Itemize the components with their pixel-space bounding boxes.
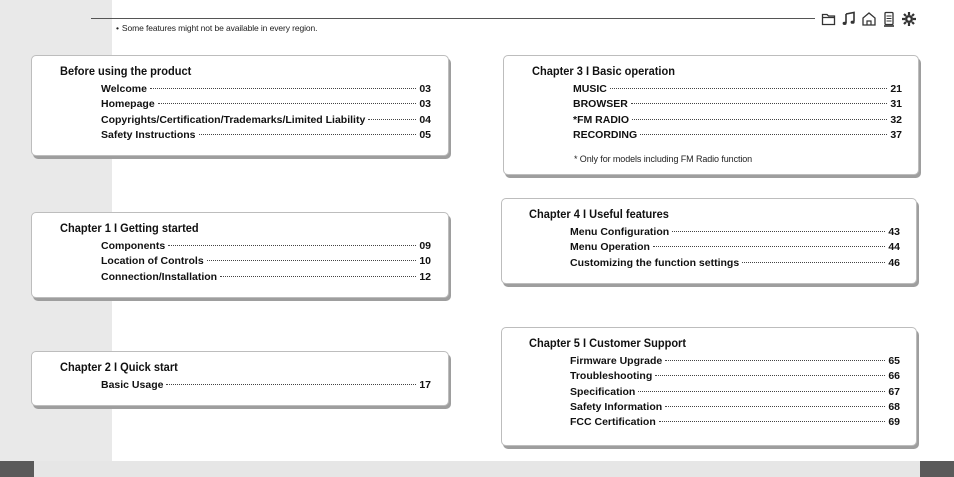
toc-page-number: 32 <box>890 113 902 126</box>
toc-entry-label: Basic Usage <box>101 379 164 391</box>
toc-entry-label: Connection/Installation <box>101 270 218 283</box>
region-note <box>116 23 317 33</box>
section-title: Before using the product <box>60 64 192 78</box>
toc-page-number: 05 <box>419 128 431 141</box>
toc-entry-label: *FM RADIO <box>573 113 629 126</box>
dot-leader <box>158 103 416 104</box>
toc-list <box>570 226 900 272</box>
toc-list <box>570 355 900 431</box>
toc-entry-label: Specification <box>570 385 636 398</box>
toc-entry[interactable] <box>570 257 900 272</box>
section-title: Chapter 3 I Basic operation <box>532 64 675 78</box>
toc-page-number: 10 <box>419 255 431 268</box>
toc-entry-label: Components <box>101 240 166 252</box>
toc-entry-label: Firmware Upgrade <box>570 355 663 367</box>
toc-entry-label: MUSIC <box>573 83 607 95</box>
bottom-margin-band <box>0 461 954 477</box>
toc-entry[interactable] <box>101 271 431 286</box>
toc-entry[interactable] <box>101 255 431 270</box>
toc-entry-label: BROWSER <box>573 98 628 111</box>
toc-page-number: 03 <box>419 83 431 95</box>
toc-entry[interactable] <box>101 98 431 113</box>
section-title: Chapter 5 I Customer Support <box>529 336 687 350</box>
note-bullet: • <box>116 23 119 33</box>
toc-page-number: 12 <box>419 270 431 283</box>
card-chapter-4 <box>501 198 917 284</box>
toc-list <box>101 379 431 394</box>
toc-entry[interactable] <box>570 226 900 241</box>
card-chapter-5 <box>501 327 917 446</box>
music-note-icon[interactable] <box>840 10 857 27</box>
toc-entry-label: Troubleshooting <box>570 370 653 383</box>
toc-page-number: 31 <box>890 98 902 111</box>
dot-leader <box>655 375 885 376</box>
card-chapter-3 <box>503 55 919 175</box>
toc-entry-label: Welcome <box>101 83 147 95</box>
toc-entry[interactable] <box>570 355 900 370</box>
dot-leader <box>220 276 416 277</box>
card-before-using <box>31 55 449 156</box>
section-title: Chapter 4 I Useful features <box>529 207 669 221</box>
dot-leader <box>631 103 887 104</box>
dot-leader <box>610 88 887 89</box>
toc-entry[interactable] <box>570 370 900 385</box>
toc-entry[interactable] <box>101 114 431 129</box>
dot-leader <box>742 262 885 263</box>
region-note-text: Some features might not be available in every region. <box>121 23 318 33</box>
toc-entry[interactable] <box>101 379 431 394</box>
toc-entry[interactable] <box>570 416 900 431</box>
dot-leader <box>665 406 885 407</box>
toc-page-number: 44 <box>888 241 900 254</box>
toc-page-number: 66 <box>888 370 900 383</box>
toc-page-number: 67 <box>888 385 900 398</box>
header-rule <box>91 18 815 19</box>
toc-page-number: 65 <box>888 355 900 367</box>
toc-page-number: 09 <box>419 240 431 252</box>
toc-page-number: 21 <box>890 83 902 95</box>
dot-leader <box>207 260 416 261</box>
toc-page-number: 04 <box>419 113 431 126</box>
toc-entry[interactable] <box>570 386 900 401</box>
toc-entry[interactable] <box>570 241 900 256</box>
dot-leader <box>166 384 416 385</box>
toc-entry-label: FCC Certification <box>570 416 656 429</box>
gear-icon[interactable] <box>900 10 917 27</box>
dot-leader <box>653 246 885 247</box>
dot-leader <box>368 119 416 120</box>
dot-leader <box>632 119 887 120</box>
fm-radio-footnote: * Only for models including FM Radio function <box>574 154 753 164</box>
toc-entry[interactable] <box>101 83 431 98</box>
card-chapter-2 <box>31 351 449 406</box>
toc-page-number: 03 <box>419 98 431 111</box>
dot-leader <box>659 421 885 422</box>
toc-entry-label: Safety Information <box>570 400 663 413</box>
card-chapter-1 <box>31 212 449 298</box>
toc-list <box>101 83 431 144</box>
toc-entry[interactable] <box>573 83 902 98</box>
toc-page-number: 17 <box>419 379 431 391</box>
header-icon-bar <box>820 10 917 27</box>
dot-leader <box>168 245 416 246</box>
toc-entry[interactable] <box>573 114 902 129</box>
dot-leader <box>638 391 885 392</box>
dot-leader <box>150 88 416 89</box>
dot-leader <box>672 231 885 232</box>
toc-list <box>101 240 431 286</box>
dot-leader <box>640 134 887 135</box>
dot-leader <box>199 134 416 135</box>
toc-entry[interactable] <box>101 129 431 144</box>
toc-page-number: 68 <box>888 400 900 413</box>
toc-entry[interactable] <box>570 401 900 416</box>
folder-icon[interactable] <box>820 10 837 27</box>
toc-entry-label: Safety Instructions <box>101 128 196 141</box>
toc-list <box>573 83 902 144</box>
toc-page-number: 46 <box>888 256 900 269</box>
toc-page-number: 43 <box>888 226 900 238</box>
home-icon[interactable] <box>860 10 877 27</box>
toc-entry[interactable] <box>573 129 902 144</box>
toc-entry[interactable] <box>101 240 431 255</box>
toc-entry-label: Menu Configuration <box>570 226 670 238</box>
toc-page-number: 37 <box>890 128 902 141</box>
dot-leader <box>665 360 885 361</box>
toc-entry-label: Homepage <box>101 98 155 111</box>
toc-entry[interactable] <box>573 98 902 113</box>
toc-page-number: 69 <box>888 416 900 429</box>
toc-entry-label: Customizing the function settings <box>570 256 740 269</box>
section-title: Chapter 2 I Quick start <box>60 360 178 374</box>
section-title: Chapter 1 I Getting started <box>60 221 199 235</box>
toc-entry-label: Menu Operation <box>570 241 650 254</box>
toc-entry-label: RECORDING <box>573 128 638 141</box>
bottom-right-corner-block <box>920 461 954 477</box>
player-device-icon[interactable] <box>880 10 897 27</box>
bottom-left-corner-block <box>0 461 34 477</box>
toc-entry-label: Location of Controls <box>101 255 204 268</box>
toc-entry-label: Copyrights/Certification/Trademarks/Limited Liability <box>101 113 366 126</box>
